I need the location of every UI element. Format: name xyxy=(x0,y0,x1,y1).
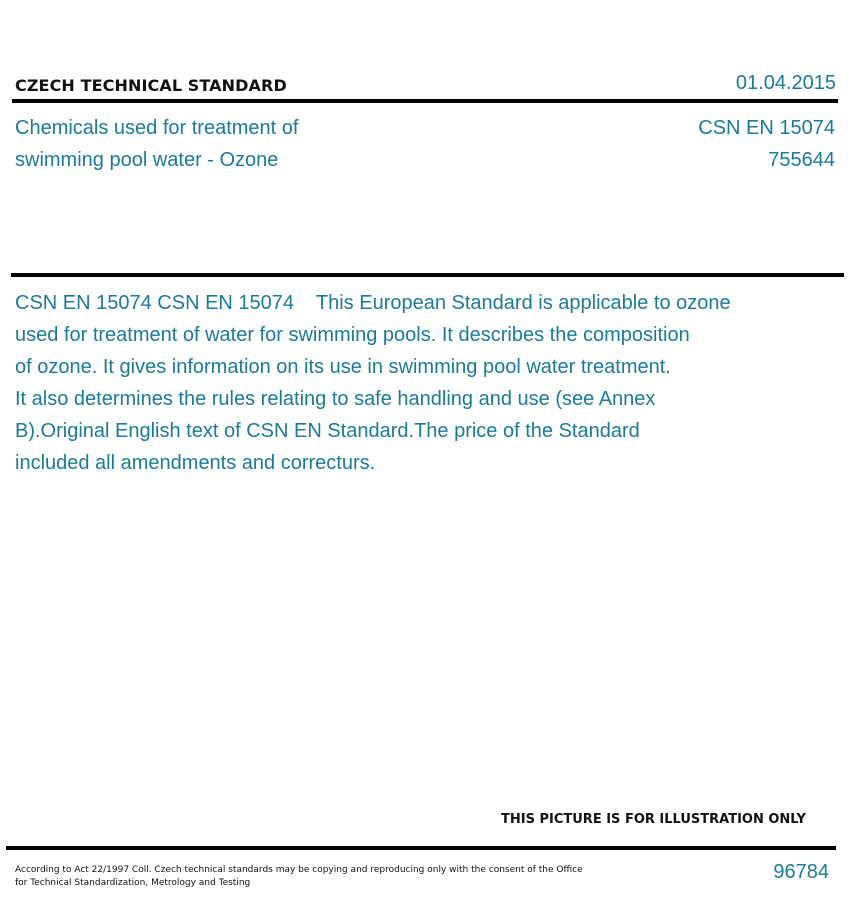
standard-title-line-1: Chemicals used for treatment of xyxy=(15,117,299,139)
legal-notice xyxy=(15,864,583,890)
header-divider xyxy=(12,99,838,103)
abstract-line: included all amendments and correcturs. xyxy=(15,452,376,474)
abstract-line: CSN EN 15074 CSN EN 15074 This European Standard is applicable to ozone xyxy=(15,292,731,314)
abstract-text xyxy=(15,287,835,479)
legal-notice-line: for Technical Standardization, Metrology and Testing xyxy=(15,878,251,888)
footer-divider xyxy=(6,846,836,850)
legal-notice-line: According to Act 22/1997 Coll. Czech technical standards may be copying and reproducing only with the consent of the Office xyxy=(15,865,583,875)
document-type-label: CZECH TECHNICAL STANDARD xyxy=(15,76,287,95)
standard-title-line-2: swimming pool water - Ozone xyxy=(15,149,279,171)
class-number: 755644 xyxy=(768,149,835,171)
publication-date: 01.04.2015 xyxy=(735,72,836,94)
abstract-line: used for treatment of water for swimming pools. It describes the composition xyxy=(15,324,690,346)
footer-number: 96784 xyxy=(773,861,829,883)
standard-code: CSN EN 15074 xyxy=(698,117,835,139)
abstract-line: It also determines the rules relating to safe handling and use (see Annex xyxy=(15,388,656,410)
abstract-line: B).Original English text of CSN EN Standard.The price of the Standard xyxy=(15,420,640,442)
title-divider xyxy=(11,273,844,277)
abstract-line: of ozone. It gives information on its use in swimming pool water treatment. xyxy=(15,356,671,378)
illustration-notice: THIS PICTURE IS FOR ILLUSTRATION ONLY xyxy=(501,812,806,827)
